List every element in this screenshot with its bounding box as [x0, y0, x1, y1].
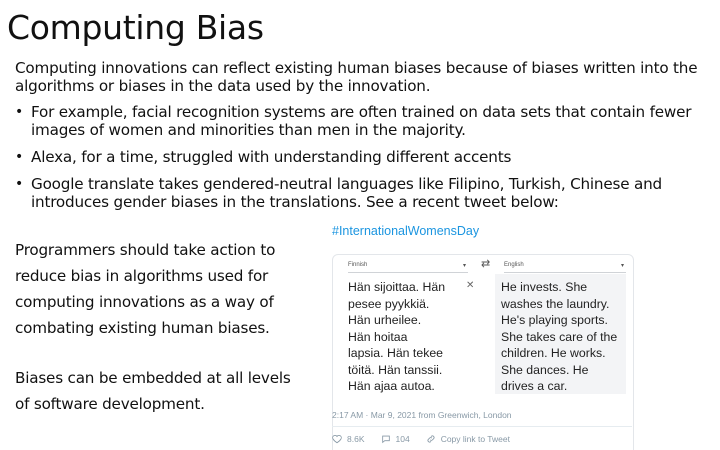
- source-line: Hän sijoittaa. Hän: [348, 280, 446, 294]
- bullet-marker: •: [15, 149, 24, 165]
- clear-text-icon[interactable]: ✕: [466, 280, 475, 291]
- translation-line: He invests. She: [501, 280, 588, 294]
- tweet-actions: [332, 434, 510, 444]
- source-line: lapsia. Hän tekee: [348, 346, 444, 360]
- reply-count: 104: [395, 434, 410, 444]
- bullet-marker: •: [15, 104, 24, 120]
- reply-button[interactable]: [381, 434, 410, 444]
- translation-line: washes the laundry.: [501, 296, 610, 311]
- source-language-select[interactable]: [348, 262, 468, 273]
- copy-link-button[interactable]: [426, 434, 510, 444]
- bullet-list: [15, 103, 705, 220]
- translation-line: She takes care of the: [501, 329, 618, 344]
- source-line: Hän ajaa autoa.: [348, 379, 435, 393]
- copy-link-label: Copy link to Tweet: [440, 434, 510, 444]
- translation-line: drives a car.: [501, 379, 568, 393]
- source-line: Hän urheilee.: [348, 313, 422, 327]
- chevron-down-icon: ▾: [462, 263, 466, 269]
- biases-paragraph: Biases can be embedded at all levels of software development.: [15, 369, 291, 413]
- source-line: töitä. Hän tanssii.: [348, 362, 443, 377]
- bullet-text: For example, facial recognition systems are often trained on data sets that contain fewer images of women and minorities than men in the majority.: [31, 103, 692, 139]
- target-language-label: English: [504, 262, 524, 268]
- bullet-marker: •: [15, 176, 24, 192]
- intro-text: Computing innovations can reflect existing human biases because of biases written into the algorithms or biases in the data used by the innovation.: [15, 59, 698, 95]
- tweet-timestamp[interactable]: 2:17 AM · Mar 9, 2021 from Greenwich, London: [332, 410, 512, 420]
- like-button[interactable]: [332, 434, 365, 444]
- translation-pane: [495, 274, 626, 394]
- swap-languages-icon[interactable]: ⇄: [481, 258, 491, 270]
- source-line: pesee pyykkiä.: [348, 296, 430, 311]
- programmers-paragraph: Programmers should take action to reduce bias in algorithms used for computing innovations as a way of combating existing human biases.: [15, 241, 276, 337]
- heart-icon: [332, 434, 342, 444]
- reply-icon: [381, 434, 391, 444]
- source-language-label: Finnish: [348, 262, 368, 268]
- bullet-item: [15, 103, 705, 139]
- target-language-select[interactable]: [504, 262, 626, 273]
- slide-title: Computing Bias: [7, 8, 264, 47]
- bullet-item: [15, 148, 705, 166]
- source-line: Hän hoitaa: [348, 329, 408, 344]
- bullet-item: [15, 175, 705, 211]
- tweet-hashtag[interactable]: #InternationalWomensDay: [332, 224, 480, 238]
- tweet-divider: [332, 426, 632, 427]
- link-icon: [426, 434, 436, 444]
- translation-line: He's playing sports.: [501, 313, 608, 327]
- translation-line: She dances. He: [501, 362, 589, 377]
- bullet-text: Google translate takes gendered-neutral languages like Filipino, Turkish, Chinese and introduces gender biases in the translations. See a recent tweet below:: [31, 175, 662, 211]
- like-count: 8.6K: [347, 434, 365, 444]
- bullet-text: Alexa, for a time, struggled with understanding different accents: [31, 148, 512, 166]
- source-text-pane[interactable]: [348, 274, 486, 392]
- tweet-screenshot: [324, 218, 636, 450]
- translation-line: children. He works.: [501, 346, 606, 360]
- chevron-down-icon: ▾: [620, 263, 624, 269]
